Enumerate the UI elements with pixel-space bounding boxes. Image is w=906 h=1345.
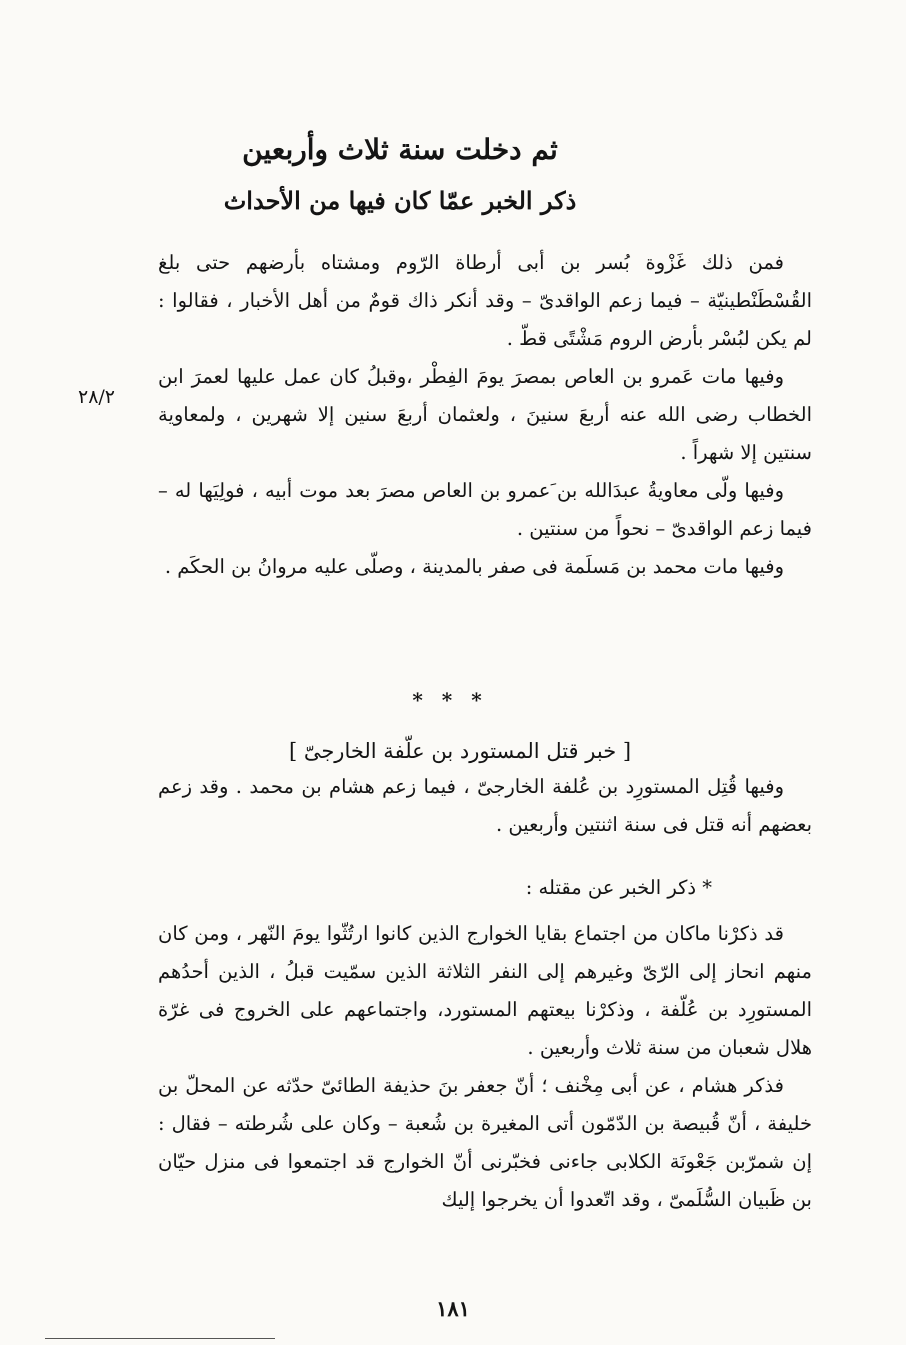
- paragraph: فمن ذلك غَزْوة بُسر بن أبى أرطاة الرّوم ومشتاه بأرضهم حتى بلغ القُسْطَنْطينيّة – فيما زعم الواقدىّ – وقد أنكر ذاك قومٌ من أهل الأخبار ، فقالوا : لم يكن لبُسْر بأرض الروم مَشْتًى قطّ .: [158, 251, 812, 350]
- section-text-block: [158, 768, 812, 844]
- section-title: [ خبر قتل المستورد بن علّفة الخارجىّ ]: [288, 739, 632, 763]
- events-heading: ذكر الخبر عمّا كان فيها من الأحداث: [223, 186, 577, 215]
- paragraph: وفيها مات محمد بن مَسلَمة فى صفر بالمدينة ، وصلّى عليه مروانُ بن الحكَم .: [164, 555, 784, 578]
- top-text-block: [158, 244, 812, 586]
- sub-heading: * ذكر الخبر عن مقتله :: [525, 876, 712, 899]
- footer-rule: [45, 1338, 275, 1339]
- paragraph: وفيها قُتِل المستورِد بن عُلفة الخارجىّ ، فيما زعم هشام بن محمد . وقد زعم بعضهم أنه قتل فى سنة اثنتين وأربعين .: [158, 775, 812, 836]
- paragraph: وفيها ولّى معاويةُ عبدَالله بن َعمرو بن العاص مصرَ بعد موت أبيه ، فولِيَها له – فيما زعم الواقدىّ – نحواً من سنتين .: [158, 479, 812, 540]
- page-number: ١٨١: [436, 1296, 470, 1321]
- year-heading: ثم دخلت سنة ثلاث وأربعين: [242, 133, 558, 166]
- paragraph: قد ذكرْنا ماكان من اجتماع بقايا الخوارج الذين كانوا ارتُثّوا يومَ النّهر ، ومن كان منهم انحاز إلى الرّىّ وغيرهم إلى النفر الثلاثة الذين سمّيت قبلُ ، الذين أحدُهم المستورِد بن عُلّفة ، وذكرْنا بيعتهم المستورد، واجتماعهم على الخروج فى غرّة هلال شعبان من سنة ثلاث وأربعين .: [158, 922, 812, 1059]
- bottom-text-block: [158, 915, 812, 1219]
- paragraph: فذكر هشام ، عن أبى مِخْنف ؛ أنّ جعفر بنَ حذيفة الطائىّ حدّثه عن المحلّ بن خليفة ، أنّ قُبيصة بن الدّمّون أتى المغيرة بن شُعبة – وكان على شُرطته – فقال : إن شمرّبن جَعْونَة الكلابى جاءنى فخبّرنى أنّ الخوارج قد اجتمعوا فى منزل حيّان بن ظَبيان السُّلَمىّ ، وقد اتّعدوا أن يخرجوا إليك: [158, 1074, 812, 1211]
- paragraph: وفيها مات عَمرو بن العاص بمصرَ يومَ الفِطْر ،وقبلُ كان عمل عليها لعمرَ ابن الخطاب رضى الله عنه أربعَ سنينَ ، ولعثمان أربعَ سنين إلا شهرين ، ولمعاوية سنتين إلا شهراً .: [158, 365, 812, 464]
- section-separator: * * *: [412, 688, 488, 712]
- margin-reference: ٢٨/٢: [78, 386, 116, 408]
